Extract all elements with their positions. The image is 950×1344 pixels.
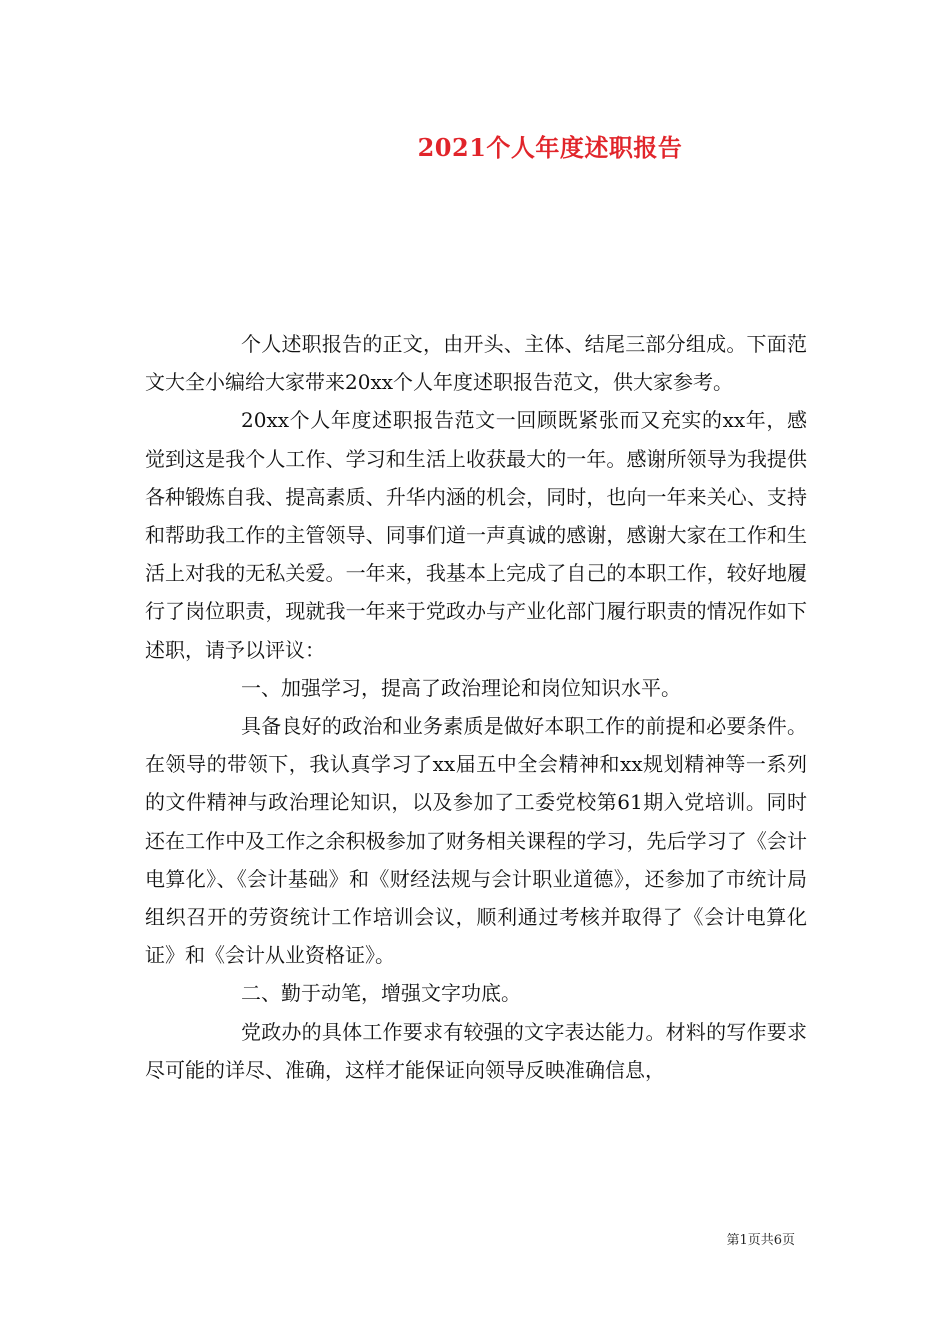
paragraph-writing: 党政办的具体工作要求有较强的文字表达能力。材料的写作要求尽可能的详尽、准确，这样才能保证向领导反映准确信息， xyxy=(145,1019,807,1082)
document-title: 2021个人年度述职报告 xyxy=(417,133,683,162)
paragraph-study: 具备良好的政治和业务素质是做好本职工作的前提和必要条件。在领导的带领下，我认真学习了xx届五中全会精神和xx规划精神等一系列的文件精神与政治理论知识，以及参加了工委党校第61期入党培训。同时还在工作中及工作之余积极参加了财务相关课程的学习，先后学习了《会计电算化》、《会计基础》和《财经法规与会计职业道德》，还参加了市统计局组织召开的劳资统计工作培训会议，顺利通过考核并取得了《会计电算化证》和《会计从业资格证》。 xyxy=(145,714,807,968)
paragraph-intro: 个人述职报告的正文，由开头、主体、结尾三部分组成。下面范文大全小编给大家带来20xx个人年度述职报告范文，供大家参考。 xyxy=(145,332,807,395)
document-body xyxy=(145,325,807,1089)
section-heading-study: 一、加强学习，提高了政治理论和岗位知识水平。 xyxy=(241,675,681,700)
page-number: 第1页共6页 xyxy=(726,1233,795,1248)
paragraph-review: 20xx个人年度述职报告范文一回顾既紧张而又充实的xx年，感觉到这是我个人工作、学习和生活上收获最大的一年。感谢所领导为我提供各种锻炼自我、提高素质、升华内涵的机会，同时，也向一年来关心、支持和帮助我工作的主管领导、同事们道一声真诚的感谢，感谢大家在工作和生活上对我的无私关爱。一年来，我基本上完成了自己的本职工作，较好地履行了岗位职责，现就我一年来于党政办与产业化部门履行职责的情况作如下述职，请予以评议： xyxy=(145,408,807,662)
section-heading-writing: 二、勤于动笔，增强文字功底。 xyxy=(241,981,521,1006)
